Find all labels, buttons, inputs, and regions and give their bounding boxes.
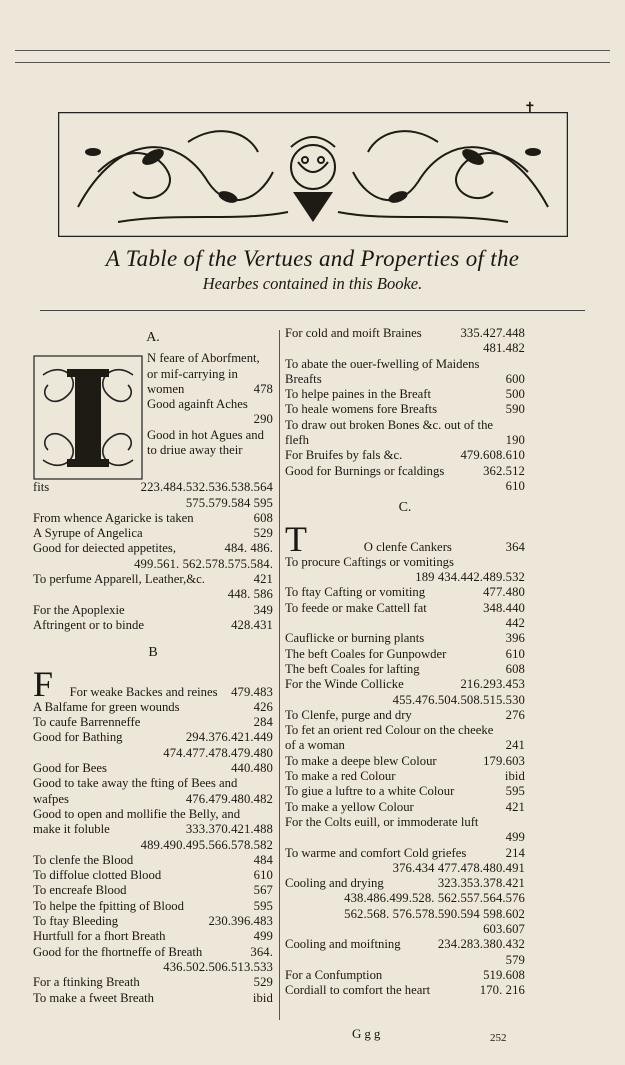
entry-pages: 567 bbox=[253, 883, 273, 898]
entry-text: To perfume Apparell, Leather,&c. bbox=[33, 572, 205, 587]
entry-text: A Syrupe of Angelica bbox=[33, 526, 143, 541]
entry-text: of a woman bbox=[285, 738, 345, 753]
entry-text: Good in hot Agues and bbox=[147, 427, 264, 442]
entry-text: To draw out broken Bones &c. out of the bbox=[285, 417, 494, 432]
list-item bbox=[33, 496, 273, 511]
column-rule bbox=[279, 330, 280, 1020]
entry-pages: 335.427.448 bbox=[460, 326, 525, 340]
list-item bbox=[285, 387, 525, 402]
entry-text: To ftay Cafting or vomiting bbox=[285, 585, 426, 600]
list-item bbox=[285, 937, 525, 952]
list-item bbox=[285, 922, 525, 937]
entry-text: Good for Bees bbox=[33, 761, 107, 776]
entry-text: To ftay Bleeding bbox=[33, 914, 119, 929]
entry-pages: 562.568. 576.578.590.594 598.602 bbox=[344, 906, 525, 921]
table-title: A Table of the Vertues and Properties of the bbox=[105, 246, 520, 271]
entry-text: Breafts bbox=[285, 371, 322, 386]
entry-text: For a Confumption bbox=[285, 967, 383, 982]
list-item bbox=[33, 807, 273, 822]
entry-pages: 438.486.499.528. 562.557.564.576 bbox=[344, 891, 525, 906]
list-item bbox=[147, 428, 273, 443]
list-item bbox=[33, 557, 273, 572]
entry-pages: 489.490.495.566.578.582 bbox=[140, 837, 273, 852]
list-item: fits 223.484.532.536.538.564 bbox=[33, 480, 273, 495]
entry-text: To warme and comfort Cold griefes bbox=[285, 845, 467, 860]
signature-mark: Ggg bbox=[352, 1026, 384, 1041]
list-item bbox=[33, 761, 273, 776]
list-item bbox=[33, 991, 273, 1006]
entry-pages: 474.477.478.479.480 bbox=[163, 745, 273, 760]
drop-cap: F bbox=[33, 663, 54, 704]
entry-pages: 241 bbox=[505, 738, 525, 753]
list-item bbox=[33, 776, 273, 791]
list-item bbox=[285, 983, 525, 998]
entry-text: For the Colts euill, or immoderate luft bbox=[285, 814, 479, 829]
list-item bbox=[33, 914, 273, 929]
entry-pages: 170. 216 bbox=[479, 983, 525, 998]
list-item bbox=[285, 738, 525, 753]
list-item bbox=[33, 838, 273, 853]
entry-pages: 484. 486. bbox=[224, 541, 273, 556]
list-item bbox=[285, 647, 525, 662]
entry-pages: 284 bbox=[253, 715, 273, 730]
list-item bbox=[33, 899, 273, 914]
entry-text: O clenfe Cankers bbox=[363, 539, 452, 554]
entry-pages: 428.431 bbox=[231, 617, 273, 632]
entry-pages: 600 bbox=[505, 371, 525, 386]
entry-pages: 333.370.421.488 bbox=[185, 822, 273, 837]
entry-pages: 436.502.506.513.533 bbox=[163, 959, 273, 974]
entry-text: To helpe the fpitting of Blood bbox=[33, 898, 184, 913]
entry-text: make it foluble bbox=[33, 822, 110, 837]
entry-text: Good againft Aches bbox=[147, 397, 248, 412]
list-item bbox=[147, 397, 273, 412]
entry-text: The beft Coales for Gunpowder bbox=[285, 646, 447, 661]
entry-text: To diffolue clotted Blood bbox=[33, 868, 162, 883]
entry-text: To fet an orient red Colour on the cheeke bbox=[285, 723, 494, 738]
entry-pages: 590 bbox=[505, 402, 525, 417]
list-item bbox=[33, 746, 273, 761]
list-item bbox=[33, 715, 273, 730]
entry-text: to driue away their bbox=[147, 443, 243, 458]
entry-text: For the Apoplexie bbox=[33, 602, 125, 617]
entry-text: To helpe paines in the Breaft bbox=[285, 387, 432, 402]
list-item bbox=[33, 663, 273, 704]
list-item bbox=[147, 443, 273, 458]
entry-pages: 364. bbox=[250, 944, 273, 959]
entry-pages: 362.512 bbox=[483, 463, 525, 478]
list-item bbox=[285, 631, 525, 646]
list-item bbox=[285, 326, 525, 341]
entry-pages: 214 bbox=[505, 845, 525, 860]
entry-text: flefh bbox=[285, 433, 309, 448]
entry-pages: 519.608 bbox=[483, 967, 525, 982]
top-rule bbox=[15, 62, 610, 63]
entry-text: To make a yellow Colour bbox=[285, 799, 414, 814]
list-item bbox=[33, 572, 273, 587]
entry-pages: 421 bbox=[253, 572, 273, 587]
list-item bbox=[285, 479, 525, 494]
entry-pages: ibid bbox=[504, 769, 525, 784]
entry-pages: 190 bbox=[505, 433, 525, 448]
list-item bbox=[285, 953, 525, 968]
list-item bbox=[285, 708, 525, 723]
entry-text: Good for deiected appetites, bbox=[33, 541, 177, 556]
entry-pages: 529 bbox=[253, 526, 273, 541]
entry-pages: 426 bbox=[253, 699, 273, 714]
decorated-initial-I bbox=[33, 355, 143, 480]
entry-pages: 290 bbox=[253, 412, 273, 427]
entry-pages: 349 bbox=[253, 602, 273, 617]
top-rule bbox=[15, 50, 610, 51]
list-item bbox=[33, 975, 273, 990]
entry-text: For cold and moift Braines bbox=[285, 326, 422, 340]
list-item bbox=[285, 357, 525, 372]
list-item bbox=[33, 792, 273, 807]
entry-text: To giue a luftre to a white Colour bbox=[285, 784, 455, 799]
right-column bbox=[285, 326, 525, 998]
entry-pages: 608 bbox=[253, 510, 273, 525]
entry-text: Good for Burnings or fcaldings bbox=[285, 463, 445, 478]
cross-mark: ✝ bbox=[524, 101, 536, 116]
entry-pages: 364 bbox=[505, 539, 525, 554]
section-heading-a: A. bbox=[146, 330, 160, 345]
entry-pages: 189 434.442.489.532 bbox=[415, 570, 525, 585]
list-item bbox=[147, 412, 273, 427]
list-item bbox=[285, 968, 525, 983]
entry-pages: 608 bbox=[505, 661, 525, 676]
list-item bbox=[147, 367, 273, 382]
entry-text: To clenfe the Blood bbox=[33, 852, 134, 867]
list-item bbox=[285, 891, 525, 906]
list-item bbox=[33, 945, 273, 960]
entry-text: To make a deepe blew Colour bbox=[285, 753, 437, 768]
entry-text: To abate the ouer-fwelling of Maidens bbox=[285, 356, 480, 371]
entry-pages: 276 bbox=[505, 707, 525, 722]
entry-text: wafpes bbox=[33, 791, 69, 806]
entry-text: Cauflicke or burning plants bbox=[285, 631, 425, 646]
entry-text: For the Winde Collicke bbox=[285, 677, 404, 692]
entry-text: From whence Agaricke is taken bbox=[33, 510, 194, 525]
list-item bbox=[147, 382, 273, 397]
entry-pages: 234.283.380.432 bbox=[437, 937, 525, 952]
list-item bbox=[33, 618, 273, 633]
entry-pages: 499.561. 562.578.575.584. bbox=[134, 556, 273, 571]
entry-pages: 216.293.453 bbox=[460, 677, 525, 692]
list-item bbox=[285, 784, 525, 799]
entry-pages: 455.476.504.508.515.530 bbox=[392, 692, 525, 707]
entry-pages: 348.440 bbox=[483, 600, 525, 615]
entry-pages: 442 bbox=[505, 616, 525, 631]
entries-b bbox=[33, 663, 273, 1006]
entry-text: A Balfame for green wounds bbox=[33, 699, 180, 714]
entry-text: or mif-carrying in bbox=[147, 366, 238, 381]
page-number: 252 bbox=[490, 1032, 507, 1044]
entries-b-cont bbox=[285, 326, 525, 494]
list-item bbox=[285, 876, 525, 891]
list-item bbox=[147, 351, 273, 366]
list-item bbox=[285, 662, 525, 677]
list-item bbox=[285, 464, 525, 479]
list-item bbox=[33, 822, 273, 837]
list-item bbox=[285, 830, 525, 845]
drop-cap: T bbox=[285, 518, 307, 559]
list-item bbox=[285, 907, 525, 922]
entry-text: The beft Coales for lafting bbox=[285, 661, 420, 676]
table-subtitle: Hearbes contained in this Booke. bbox=[202, 274, 423, 293]
woodcut-ornament bbox=[58, 112, 568, 237]
list-item bbox=[285, 570, 525, 585]
entries-a-rest bbox=[33, 496, 273, 634]
title-divider bbox=[40, 310, 585, 311]
entry-pages: 575.579.584 595 bbox=[185, 495, 273, 510]
list-item bbox=[33, 730, 273, 745]
list-item bbox=[285, 402, 525, 417]
entry-pages: 481.482 bbox=[483, 341, 525, 356]
list-item bbox=[285, 769, 525, 784]
left-column bbox=[33, 326, 273, 1006]
entry-text: Cordiall to comfort the heart bbox=[285, 983, 431, 998]
entry-text: Cooling and moiftning bbox=[285, 937, 401, 952]
entry-text: To Clenfe, purge and dry bbox=[285, 707, 412, 722]
entry-text: Good to open and mollifie the Belly, and bbox=[33, 806, 241, 821]
entry-pages: 595 bbox=[253, 898, 273, 913]
entry-text: Good for Bathing bbox=[33, 730, 123, 745]
entry-pages: ibid bbox=[252, 990, 273, 1005]
list-item bbox=[285, 518, 525, 559]
list-item bbox=[285, 815, 525, 830]
entry-pages: 230.396.483 bbox=[208, 914, 273, 929]
entry-text: Good for the fhortneffe of Breath bbox=[33, 944, 203, 959]
entry-text: Cooling and drying bbox=[285, 876, 384, 891]
list-item bbox=[285, 800, 525, 815]
entry-text: To make a red Colour bbox=[285, 769, 396, 784]
list-item bbox=[285, 448, 525, 463]
list-item bbox=[33, 541, 273, 556]
entry-text: To feede or make Cattell fat bbox=[285, 600, 427, 615]
entry-text: To encreafe Blood bbox=[33, 883, 127, 898]
entry-text: To heale womens fore Breafts bbox=[285, 402, 438, 417]
entry-text: For a ftinking Breath bbox=[33, 975, 140, 990]
entry-pages: 323.353.378.421 bbox=[437, 876, 525, 891]
entry-text: For weake Backes and reines bbox=[69, 684, 218, 699]
list-item bbox=[33, 700, 273, 715]
list-item bbox=[285, 601, 525, 616]
list-item bbox=[33, 603, 273, 618]
entry-pages: 294.376.421.449 bbox=[185, 730, 273, 745]
entry-text: women bbox=[147, 381, 185, 396]
list-item bbox=[33, 526, 273, 541]
entry-pages: 477.480 bbox=[483, 585, 525, 600]
entry-pages: 499 bbox=[505, 830, 525, 845]
list-item bbox=[285, 616, 525, 631]
entry-pages: 603.607 bbox=[483, 921, 525, 936]
entry-pages: 499 bbox=[253, 929, 273, 944]
list-item bbox=[285, 555, 525, 570]
list-item bbox=[33, 587, 273, 602]
list-item bbox=[33, 883, 273, 898]
entry-text: To make a fweet Breath bbox=[33, 990, 154, 1005]
entries-c bbox=[285, 518, 525, 999]
list-item bbox=[33, 960, 273, 975]
entry-pages: 595 bbox=[505, 784, 525, 799]
entry-text: Aftringent or to binde bbox=[33, 617, 144, 632]
entry-pages: 448. 586 bbox=[227, 587, 273, 602]
entry-pages: 500 bbox=[505, 387, 525, 402]
section-heading-c: C. bbox=[398, 500, 412, 516]
list-item bbox=[285, 341, 525, 356]
entry-pages: 579 bbox=[505, 952, 525, 967]
list-item bbox=[285, 418, 525, 433]
list-item bbox=[285, 846, 525, 861]
list-item bbox=[285, 372, 525, 387]
list-item bbox=[33, 511, 273, 526]
entry-pages: 396 bbox=[505, 631, 525, 646]
entry-pages: 610 bbox=[505, 478, 525, 493]
entry-text: Hurtfull for a fhort Breath bbox=[33, 929, 166, 944]
list-item bbox=[33, 853, 273, 868]
entry-pages: 610 bbox=[505, 646, 525, 661]
entry-pages: 376.434 477.478.480.491 bbox=[392, 860, 525, 875]
list-item bbox=[285, 585, 525, 600]
list-item bbox=[285, 723, 525, 738]
entry-text: Good to take away the fting of Bees and bbox=[33, 776, 238, 791]
entry-pages: 610 bbox=[253, 868, 273, 883]
list-item bbox=[33, 868, 273, 883]
list-item bbox=[33, 929, 273, 944]
entry-pages: 478 bbox=[253, 381, 273, 396]
entry-text: To caufe Barrenneffe bbox=[33, 715, 141, 730]
list-item bbox=[285, 693, 525, 708]
entry-text: To procure Caftings or vomitings bbox=[285, 554, 454, 569]
entry-pages: 479.483 bbox=[231, 684, 273, 699]
entry-pages: 476.479.480.482 bbox=[185, 791, 273, 806]
list-item bbox=[285, 677, 525, 692]
entry-text: N feare of Aborfment, bbox=[147, 351, 260, 366]
list-item bbox=[285, 754, 525, 769]
list-item bbox=[285, 433, 525, 448]
entry-text: For Bruifes by fals &c. bbox=[285, 448, 403, 463]
entry-pages: 484 bbox=[253, 852, 273, 867]
list-item bbox=[285, 861, 525, 876]
entry-pages: 529 bbox=[253, 975, 273, 990]
entry-pages: 421 bbox=[505, 799, 525, 814]
entry-pages: 179.603 bbox=[483, 753, 525, 768]
section-heading-b: B bbox=[148, 645, 158, 661]
entry-pages: 479.608.610 bbox=[460, 448, 525, 463]
entry-pages: 440.480 bbox=[231, 761, 273, 776]
